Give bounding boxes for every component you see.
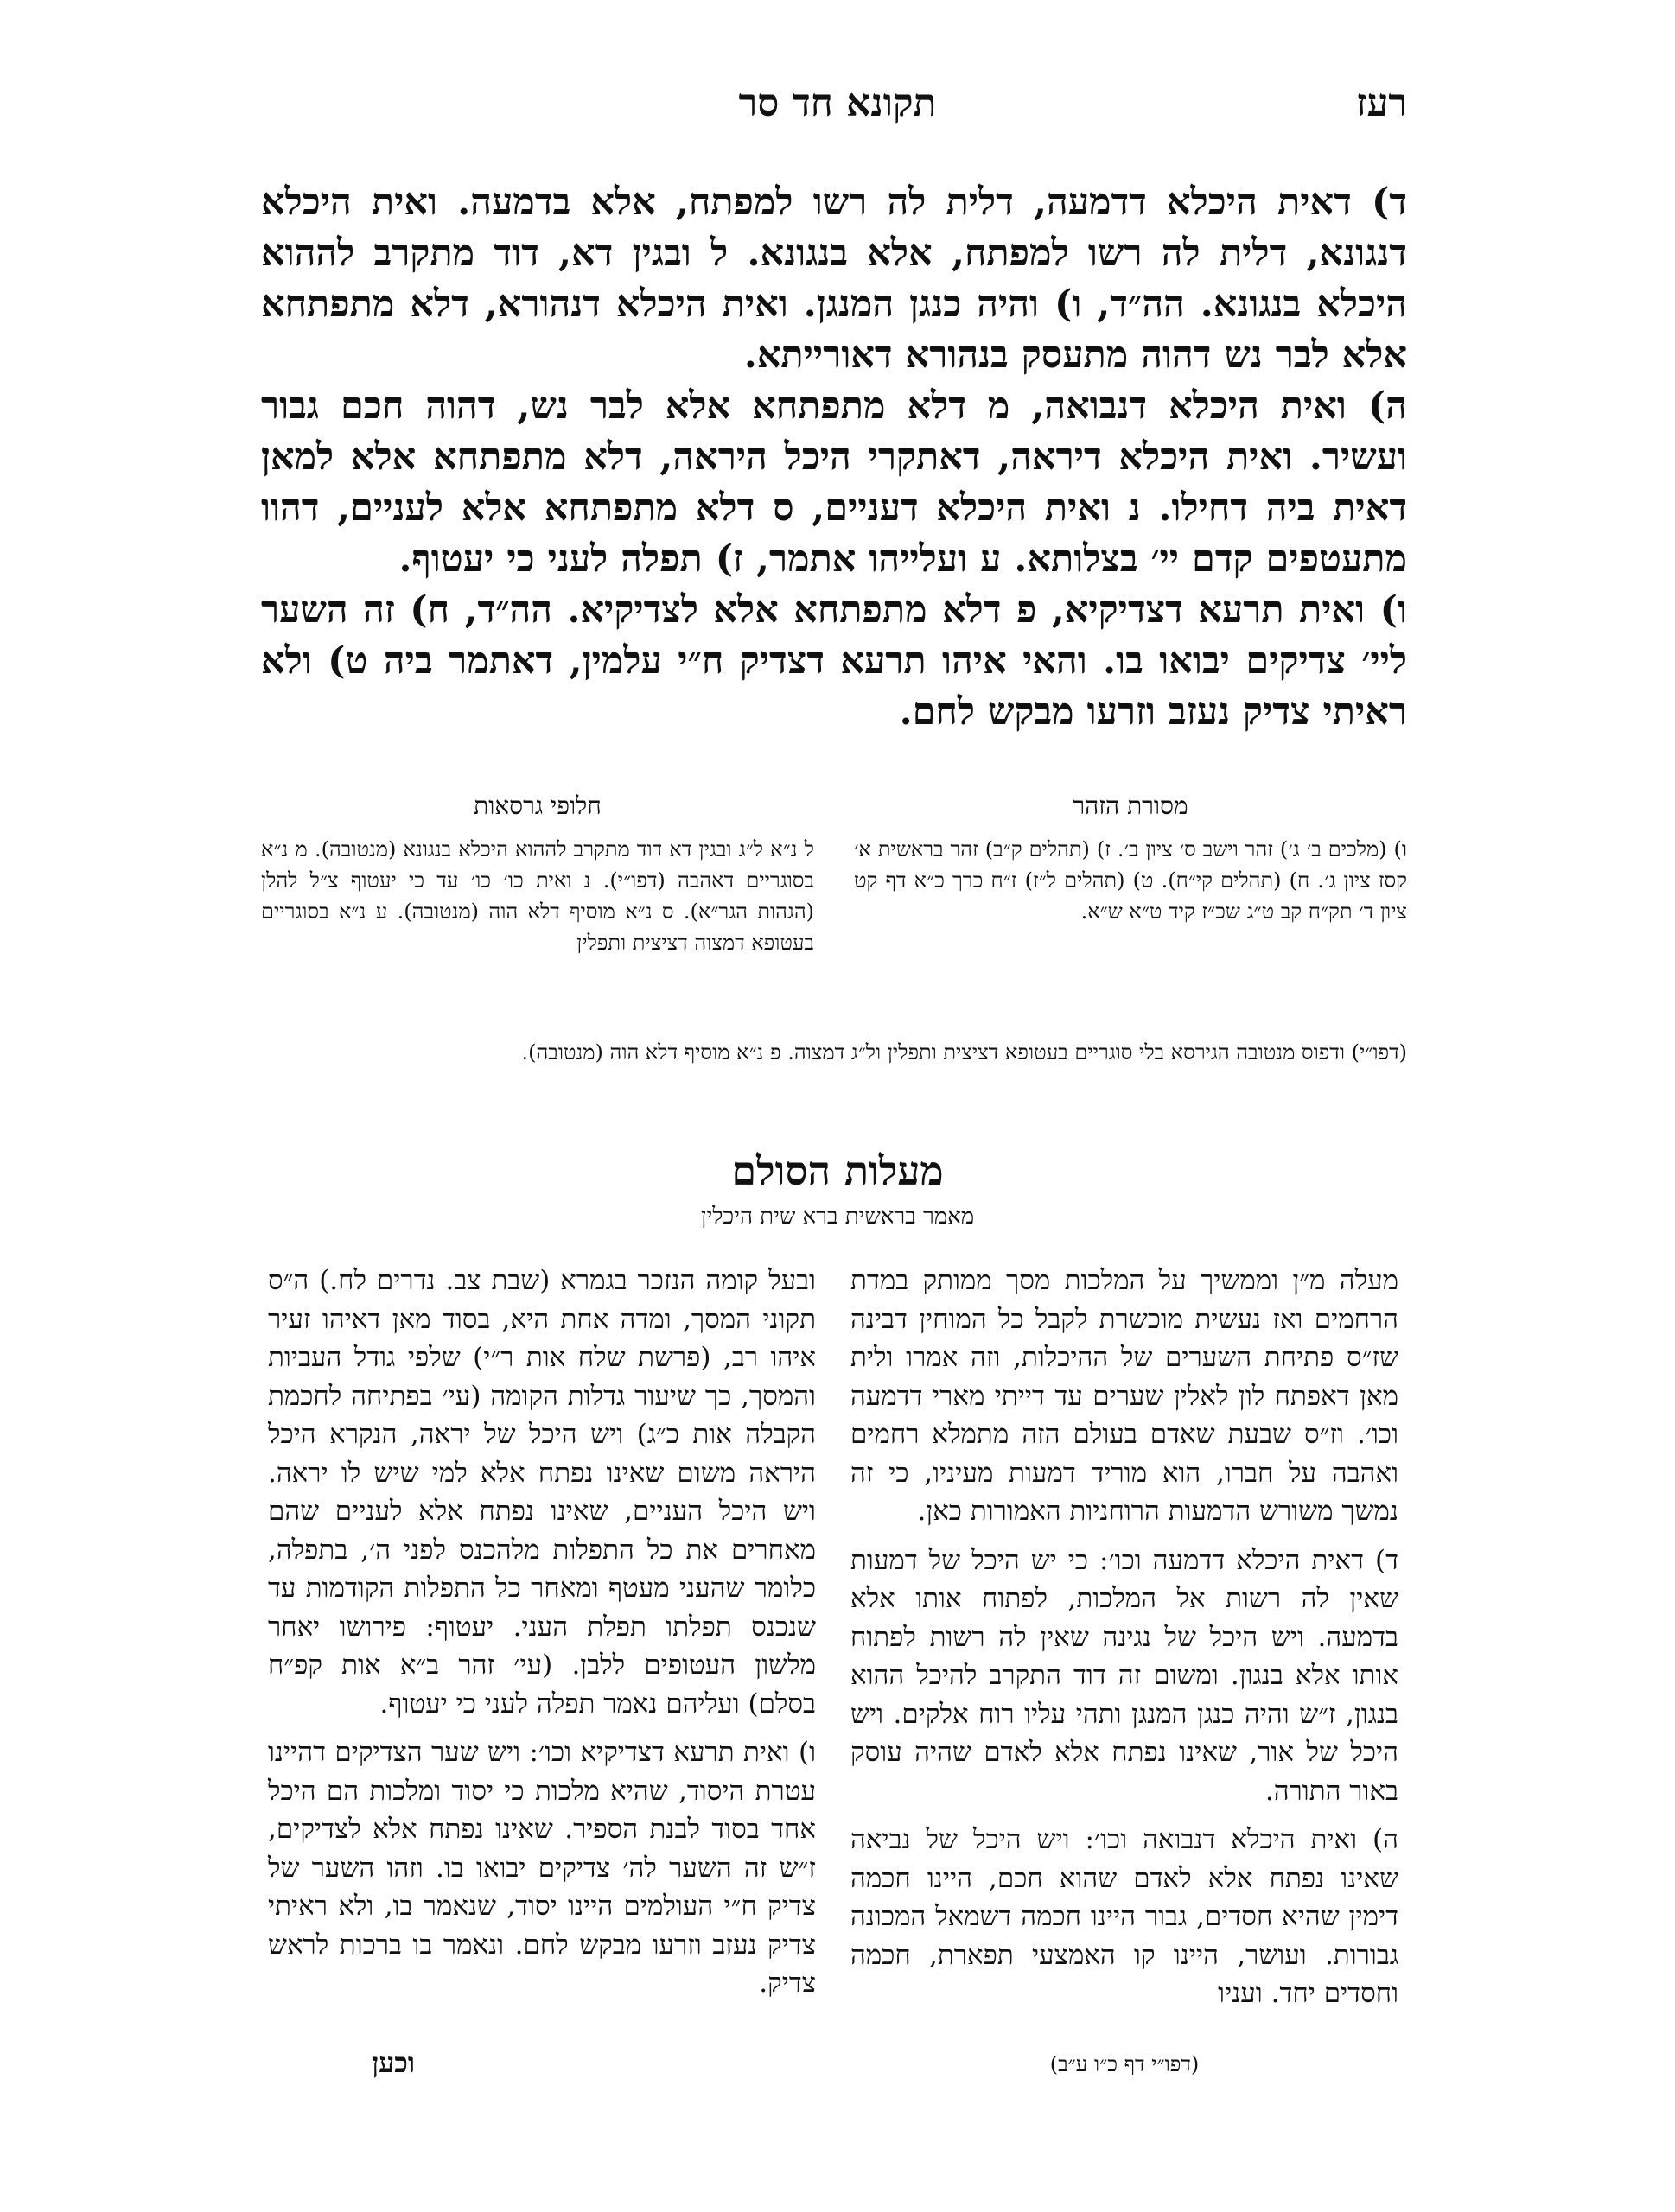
page-number: רעז [1356,81,1407,125]
chilufei-text: ל נ״א ל״ג ובגין דא דוד מתקרב לההוא היכלא בנגונא (מנטובה). מ נ״א בסוגריים דאהבה (דפו״י). נ ואית כו׳ כו׳ עד כי יעטוף צ״ל להלן (הגהות הגר״א). ס נ״א מוסיף דלא הוה (מנטובה). ע נ״א בסוגריים בעטופא דמצוה דציצית ותפלין [261,837,815,955]
masoret-text: ו) (מלכים ב׳ ג׳) זהר וישב ס׳ ציון ב׳. ז) (תהלים ק״ב) זהר בראשית א׳ קסז ציון ג׳. ח) (תהלים קי״ח). ט) (תהלים ל״ז) ז״ח כרך כ״א דף קט ציון ד׳ תק״ח קב ט״ג שכ״ז קיד ט״א ש״א. [854,837,1408,924]
main-paragraph-3: ו) ואית תרעא דצדיקיא, פ דלא מתפתחא אלא לצדיקיא. הה״ד, ח) זה השער ליי׳ צדיקים יבואו בו. והאי איהו תרעא דצדיק ח״י עלמין, דאתמר ביה ט) ולא ראיתי צדיק נעזב וזרעו מבקש לחם. [261,588,1407,734]
section-subtitle: מאמר בראשית ברא שית היכלין [700,1204,975,1230]
chilufei-column [261,791,814,958]
commentary-paragraph: ה) ואית היכלא דנבואה וכו׳: ויש היכל של נביאה שאינו נפתח אלא לאדם שהוא חכם, היינו חכמה דימין שהיא חסדים, גבור היינו חכמה דשמאל המכונה גבורות. ועושר, היינו קו האמצעי תפארת, חכמה וחסדים יחד. ועניו [850,1824,1398,2009]
masoret-heading: מסורת הזהר [1073,791,1188,820]
masoret-column [854,791,1407,927]
chilufei-heading: חלופי גרסאות [474,791,602,820]
chilufei-continuation: (דפו״י) ודפוס מנטובה הגירסא בלי סוגריים בעטופא דציצית ותפלין ול״ג דמצוה. פ נ״א מוסיף דלא הוה (מנטובה). [521,1040,1407,1065]
commentary-right-column [850,1262,1398,2024]
commentary-paragraph: ובעל קומה הנזכר בגמרא (שבת צב. נדרים לח.) ה״ס תקוני המסך, ומדה אחת היא, בסוד מאן דאיהו זעיר איהו רב, (פרשת שלח אות ר״י) שלפי גודל העביות והמסך, כך שיעור גדלות הקומה (עי׳ בפתיחה לחכמת הקבלה אות כ״ג) ויש היכל של יראה, הנקרא היכל היראה משום שאינו נפתח אלא למי שיש לו יראה. ויש היכל העניים, שאינו נפתח אלא לעניים שהם מאחרים את כל התפלות מלהכנס לפני ה׳, בתפלה, כלומר שהעני מעטף ומאחר כל התפלות הקודמות עד שנכנס תפלתו תפלת העני. יעטוף: פירושו יאחר מלשון העטופים ללבן. (עי׳ זהר ב״א אות קפ״ח בסלם) ועליהם נאמר תפלה לעני כי יעטוף. [268,1265,816,1719]
section-title: מעלות הסולם [731,1147,944,1194]
main-zohar-text [261,177,1407,738]
page-header-title: תקונא חד סר [738,81,937,125]
page-reference-note: (דפו״י דף כ״ו ע״ב) [1049,2052,1200,2076]
commentary-paragraph: ד) דאית היכלא דדמעה וכו׳: כי יש היכל של דמעות שאין לה רשות אל המלכות, לפתוח אותו אלא בדמעה. ויש היכל של נגינה שאין לה רשות לפתוח אותו אלא בנגון. ומשום זה דוד התקרב להיכל ההוא בנגון, ז״ש והיה כנגן המנגן ותהי עליו רוח אלקים. ויש היכל של אור, שאינו נפתח אלא לאדם שהיה עוסק באור התורה. [850,1544,1398,1807]
catchword: וכען [372,2046,416,2079]
commentary-paragraph: ו) ואית תרעא דצדיקיא וכו׳: ויש שער הצדיקים דהיינו עטרת היסוד, שהיא מלכות כי יסוד ומלכות הם היכל אחד בסוד לבנת הספיר. שאינו נפתח אלא לצדיקים, ז״ש זה השער לה׳ צדיקים יבואו בו. וזהו השער של צדיק ח״י העולמים היינו יסוד, שנאמר בו, ולא ראיתי צדיק נעזב וזרעו מבקש לחם. ונאמר בו ברכות לראש צדיק. [268,1737,816,1999]
commentary-paragraph: מעלה מ״ן וממשיך על המלכות מסך ממותק במדת הרחמים ואז נעשית מוכשרת לקבל כל המוחין דבינה שז״ס פתיחת השערים של ההיכלות, וזה אמרו ולית מאן דאפתח לון לאלין שערים עד דייתי מארי דדמעה וכו׳. וז״ס שבעת שאדם בעולם הזה מתמלא רחמים ואהבה על חברו, הוא מוריד דמעות מעיניו, כי זה נמשך משורש הדמעות הרוחניות האמורות כאן. [850,1265,1398,1527]
commentary-left-column [268,1262,816,2013]
main-paragraph-1: ד) דאית היכלא דדמעה, דלית לה רשו למפתח, אלא בדמעה. ואית היכלא דנגונא, דלית לה רשו למפתח, אלא בנגונא. ל ובגין דא, דוד מתקרב לההוא היכלא בנגונא. הה״ד, ו) והיה כנגן המנגן. ואית היכלא דנהורא, דלא מתפתחא אלא לבר נש דהוה מתעסק בנהורא דאורייתא. [261,181,1407,377]
footnotes-area [261,791,1407,1110]
main-paragraph-2: ה) ואית היכלא דנבואה, מ דלא מתפתחא אלא לבר נש, דהוה חכם גבור ועשיר. ואית היכלא דיראה, דאתקרי היכל היראה, דלא מתפתחא אלא למאן דאית ביה דחילו. נ ואית היכלא דעניים, ס דלא מתפתחא אלא לעניים, דהוו מתעטפים קדם יי׳ בצלותא. ע ועלייהו אתמר, ז) תפלה לעני כי יעטוף. [261,385,1408,581]
